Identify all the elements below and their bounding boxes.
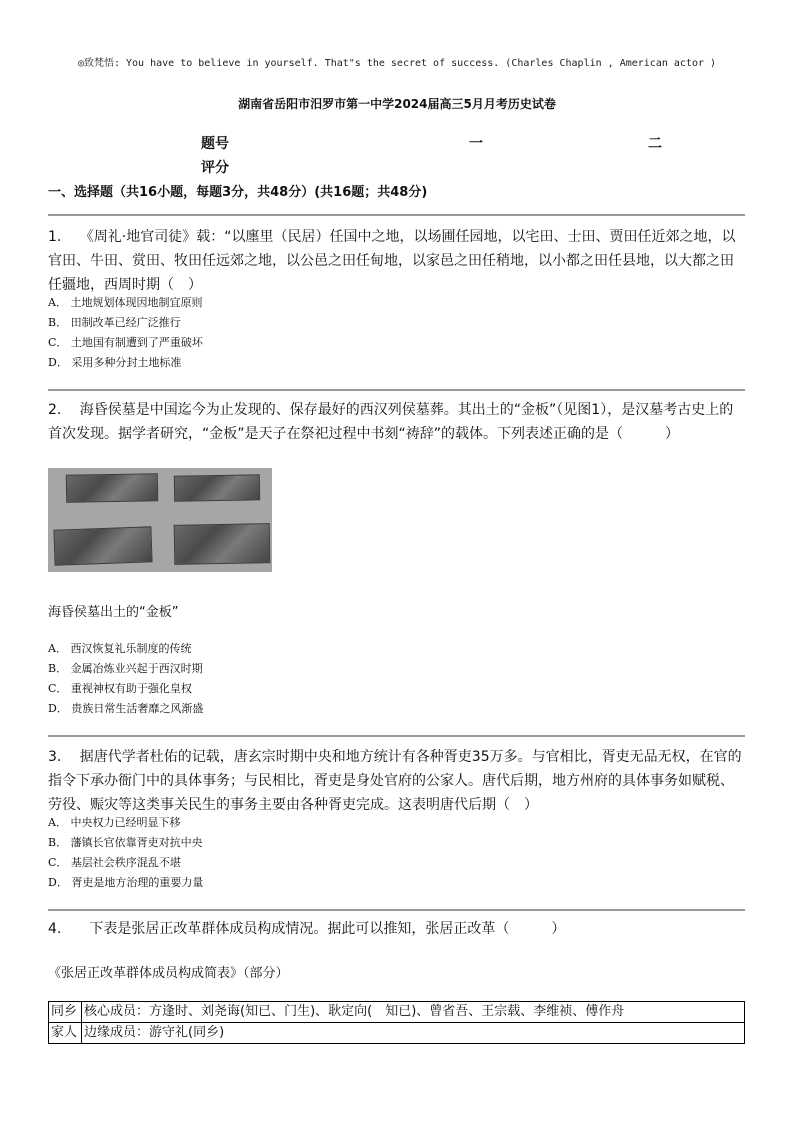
plate-image	[174, 474, 260, 501]
question-4-stem: 4. 下表是张居正改革群体成员构成情况。据此可以推知，张居正改革（ ）	[48, 921, 566, 937]
score-col-1: 一	[469, 136, 483, 152]
option-d[interactable]: D． 贵族日常生活奢靡之风渐盛	[48, 702, 204, 715]
score-col-2: 二	[648, 136, 662, 152]
question-1-stem: 1. 《周礼·地官司徒》载：“以廛里（民居）任国中之地，以场圃任园地，以宅田、士田、贾田任近郊之地，以官田、牛田、赏田、牧田任远郊之地，以公邑之田任甸地，以家邑之田任稍地，以小都之田任县地，以大都之田任疆地，西周时期（ ）	[48, 229, 736, 293]
exam-title: 湖南省岳阳市汨罗市第一中学2024届高三5月月考历史试卷	[238, 97, 556, 111]
divider	[48, 909, 745, 911]
score-label-score: 评分	[201, 160, 229, 176]
score-label-qno: 题号	[201, 136, 229, 152]
divider	[48, 735, 745, 737]
section-heading: 一、选择题（共16小题，每题3分，共48分）(共16题；共48分)	[48, 185, 428, 200]
plate-image	[66, 473, 158, 503]
table-cell-value: 边缘成员：游守礼(同乡)	[82, 1023, 745, 1044]
reform-members-table	[48, 1001, 745, 1044]
divider	[48, 214, 745, 216]
option-a[interactable]: A． 中央权力已经明显下移	[48, 816, 181, 829]
option-b[interactable]: B． 藩镇长官依靠胥吏对抗中央	[48, 836, 203, 849]
option-b[interactable]: B． 金属冶炼业兴起于西汉时期	[48, 662, 203, 675]
question-3-options	[48, 813, 203, 893]
motto-line: ◎致梵悟: You have to believe in yourself. That"s the secret of success. (Charles Chaplin , American actor )	[77, 58, 717, 69]
question-3-stem: 3. 据唐代学者杜佑的记载，唐玄宗时期中央和地方统计有各种胥吏35万多。与官相比，胥吏无品无权，在官的指令下承办衙门中的具体事务；与民相比，胥吏是身处官府的公家人。唐代后期，地方州府的具体事务如赋税、劳役、赈灾等这类事关民生的事务主要由各种胥吏完成。这表明唐代后期（ ）	[48, 749, 742, 813]
figure-caption: 海昏侯墓出土的“金板”	[48, 605, 179, 620]
table-cell-value: 核心成员：方逢时、刘尧诲(知已、门生)、耿定向( 知已)、曾省吾、王宗载、李维祯、傅作舟	[82, 1002, 745, 1023]
table-cell-key: 同乡	[49, 1002, 82, 1023]
plate-image	[174, 523, 271, 565]
option-a[interactable]: A． 西汉恢复礼乐制度的传统	[48, 642, 192, 655]
question-2-stem: 2. 海昏侯墓是中国迄今为止发现的、保存最好的西汉列侯墓葬。其出土的“金板”（见图1），是汉墓考古史上的首次发现。据学者研究，“金板”是天子在祭祀过程中书刻“祷辞”的载体。下列表述正确的是（ ）	[48, 402, 734, 442]
table-row	[49, 1023, 745, 1044]
question-2-options	[48, 639, 203, 719]
table-caption: 《张居正改革群体成员构成简表》（部分）	[48, 966, 289, 981]
question-1-options	[48, 293, 203, 373]
table-cell-key: 家人	[49, 1023, 82, 1044]
option-c[interactable]: C． 重视神权有助于强化皇权	[48, 682, 192, 695]
score-table	[0, 133, 794, 178]
option-c[interactable]: C． 基层社会秩序混乱不堪	[48, 856, 181, 869]
option-d[interactable]: D． 采用多种分封土地标准	[48, 356, 182, 369]
divider	[48, 389, 745, 391]
plate-image	[53, 526, 152, 565]
gold-plates-photo	[48, 468, 272, 572]
option-a[interactable]: A． 土地规划体现因地制宜原则	[48, 296, 203, 309]
option-c[interactable]: C． 土地国有制遭到了严重破坏	[48, 336, 203, 349]
option-d[interactable]: D． 胥吏是地方治理的重要力量	[48, 876, 204, 889]
option-b[interactable]: B． 田制改革已经广泛推行	[48, 316, 181, 329]
table-row	[49, 1002, 745, 1023]
